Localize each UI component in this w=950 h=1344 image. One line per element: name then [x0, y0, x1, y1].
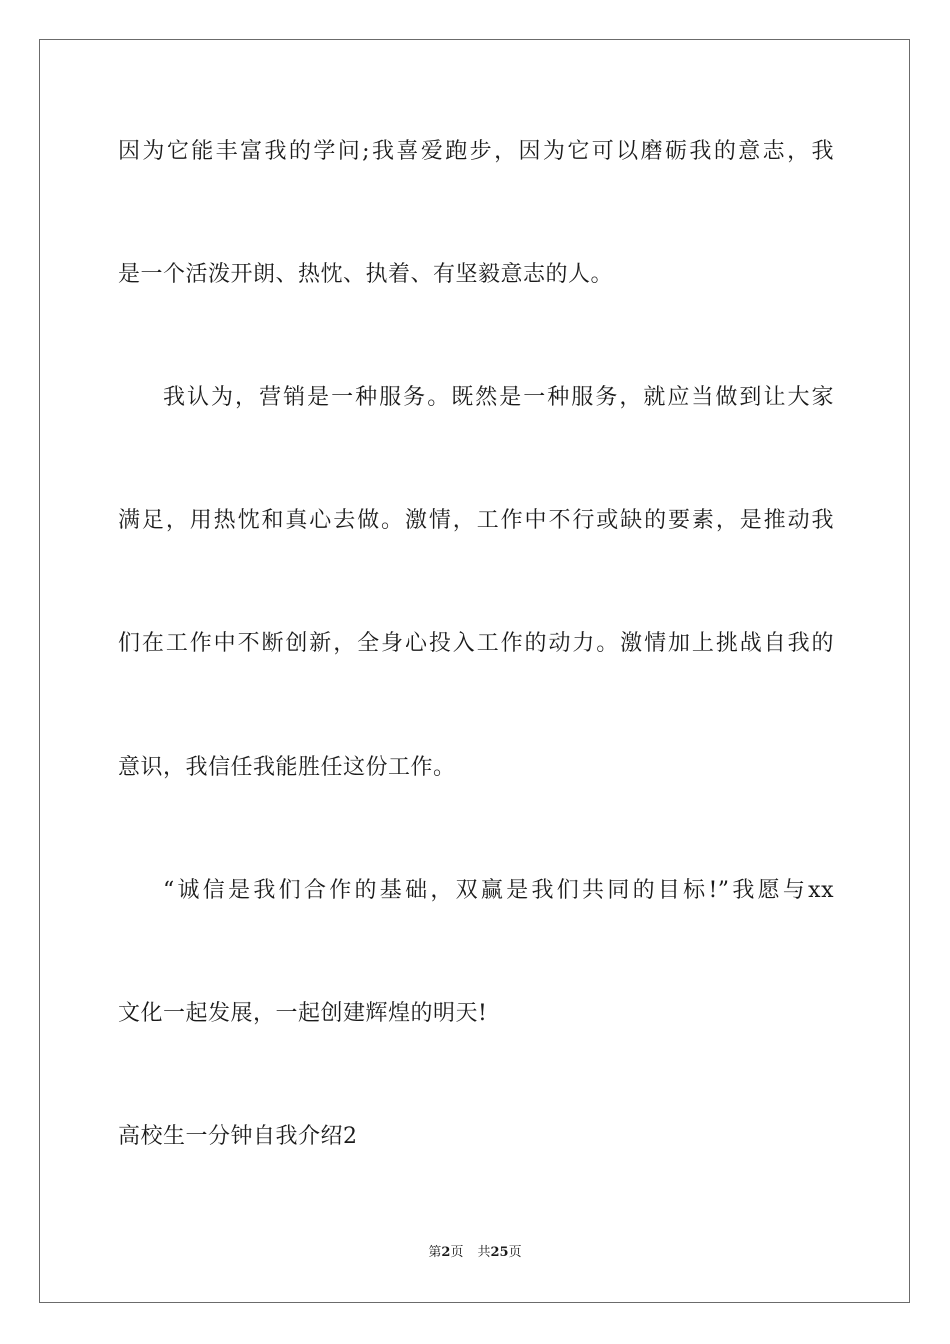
section-heading: 高校生一分钟自我介绍2 — [118, 1124, 358, 1149]
footer-total-pages: 25 — [490, 1245, 509, 1260]
body-line-3: 我认为，营销是一种服务。既然是一种服务，就应当做到让大家 — [163, 385, 834, 410]
body-line-5: 们在工作中不断创新，全身心投入工作的动力。激情加上挑战自我的 — [118, 631, 834, 656]
body-line-7: “诚信是我们合作的基础，双赢是我们共同的目标!”我愿与xx — [163, 878, 834, 903]
footer-total-suffix: 页 — [508, 1245, 522, 1260]
page-frame — [39, 39, 910, 1303]
body-line-4: 满足，用热忱和真心去做。激情，工作中不行或缺的要素，是推动我 — [118, 508, 834, 533]
body-line-2: 是一个活泼开朗、热忱、执着、有坚毅意志的人。 — [118, 262, 614, 287]
footer-page-suffix: 页 — [450, 1245, 464, 1260]
page-footer — [0, 1244, 950, 1262]
body-line-1: 因为它能丰富我的学问;我喜爱跑步，因为它可以磨砺我的意志，我 — [118, 139, 834, 164]
body-line-8: 文化一起发展，一起创建辉煌的明天! — [118, 1001, 488, 1026]
footer-total-prefix: 共 — [477, 1245, 491, 1260]
body-line-6: 意识，我信任我能胜任这份工作。 — [118, 755, 456, 780]
footer-page-number: 2 — [441, 1245, 451, 1260]
footer-page-prefix: 第 — [428, 1245, 442, 1260]
